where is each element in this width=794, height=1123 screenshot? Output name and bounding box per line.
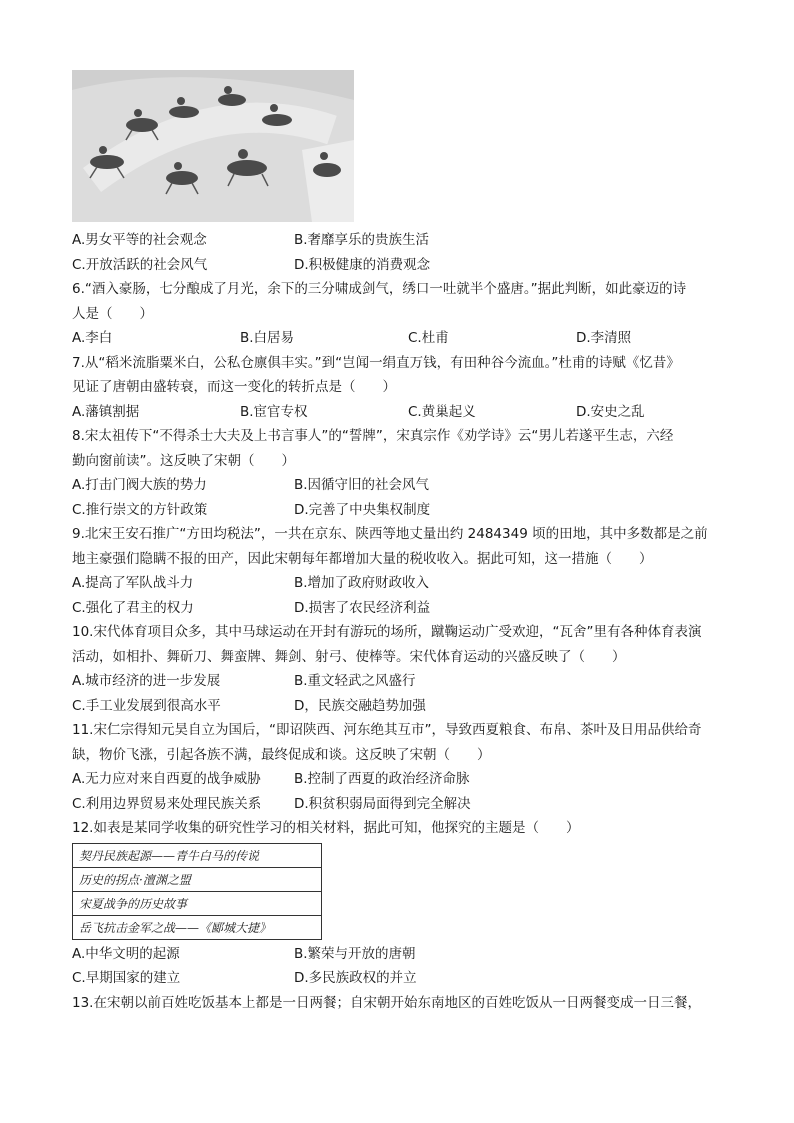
q10-stem-line1: 10.宋代体育项目众多，其中马球运动在开封有游玩的场所，蹴鞠运动广受欢迎，“瓦舍”里有各种体育表演: [72, 624, 702, 640]
q10-stem-line2: 活动，如相扑、舞斫刀、舞蛮牌、舞剑、射弓、使棒等。宋代体育运动的兴盛反映了（ ）: [72, 648, 626, 665]
q11-stem-line2: 缺，物价飞涨，引起各族不满，最终促成和谈。这反映了宋朝（ ）: [72, 746, 491, 763]
tang-polo-figurines-photo: [72, 70, 354, 222]
q5-option-b: B.奢靡享乐的贵族生活: [294, 232, 430, 248]
q11-options-row2: [72, 792, 732, 817]
q6-option-d: D.李清照: [576, 330, 632, 346]
table-cell: 宋夏战争的历史故事: [73, 891, 322, 915]
q7-option-b: B.宦官专权: [240, 403, 308, 420]
q6-option-a: A.李白: [72, 330, 113, 346]
table-row: [73, 915, 322, 939]
q6-stem-line2: 人是（ ）: [72, 305, 153, 322]
q5-options-row2: [72, 253, 732, 278]
table-row: [73, 843, 322, 867]
q8-options-row2: [72, 498, 732, 523]
q5-option-d: D.积极健康的消费观念: [294, 256, 431, 273]
q12-stem: 12.如表是某同学收集的研究性学习的相关材料，据此可知，他探究的主题是（ ）: [72, 820, 580, 836]
q8-option-a: A.打击门阀大族的势力: [72, 477, 207, 493]
q7-option-d: D.安史之乱: [576, 403, 645, 420]
table-cell: 历史的拐点·澶渊之盟: [73, 867, 322, 891]
table-cell: 岳飞抗击金军之战——《郾城大捷》: [73, 915, 322, 939]
q12-options-row2: [72, 966, 732, 991]
q8-option-d: D.完善了中央集权制度: [294, 501, 431, 518]
table-cell: 契丹民族起源——青牛白马的传说: [73, 843, 322, 867]
q5-option-c: C.开放活跃的社会风气: [72, 256, 208, 273]
q11-options-row1: [72, 767, 732, 792]
exam-page: [72, 70, 732, 1015]
q9-option-c: C.强化了君主的权力: [72, 599, 194, 616]
q10-option-c: C.手工业发展到很高水平: [72, 697, 221, 714]
table-row: [73, 867, 322, 891]
q9-option-a: A.提高了军队战斗力: [72, 575, 194, 591]
q7-option-a: A.藩镇割据: [72, 403, 140, 420]
q6-option-c: C.杜甫: [408, 330, 449, 346]
q11-option-a: A.无力应对来自西夏的战争威胁: [72, 771, 261, 787]
q10-option-b: B.重文轻武之风盛行: [294, 673, 416, 689]
q5-options-row1: [72, 228, 732, 253]
q12-option-c: C.早期国家的建立: [72, 970, 181, 986]
q9-options-row1: [72, 571, 732, 596]
q7-options: [72, 400, 732, 425]
q12-option-b: B.繁荣与开放的唐朝: [294, 945, 416, 962]
q10-option-a: A.城市经济的进一步发展: [72, 673, 221, 689]
q8-stem-line2: 勤向窗前读”。这反映了宋朝（ ）: [72, 452, 295, 469]
q10-options-row1: [72, 669, 732, 694]
q6-option-b: B.白居易: [240, 330, 295, 346]
q12-material-table: [72, 843, 322, 940]
q12-options-row1: [72, 942, 732, 967]
q5-option-a: A.男女平等的社会观念: [72, 232, 207, 248]
q10-option-d: D，民族交融趋势加强: [294, 697, 426, 714]
q10-options-row2: [72, 694, 732, 719]
q9-option-d: D.损害了农民经济利益: [294, 599, 431, 616]
q6-stem-line1: 6.“酒入豪肠，七分酿成了月光，余下的三分啸成剑气，绣口一吐就半个盛唐。”据此判断，如此豪迈的诗: [72, 281, 687, 297]
q11-option-b: B.控制了西夏的政治经济命脉: [294, 771, 470, 787]
q9-option-b: B.增加了政府财政收入: [294, 575, 430, 591]
q8-stem-line1: 8.宋太祖传下“不得杀士大夫及上书言事人”的“誓牌”，宋真宗作《劝学诗》云“男儿若遂平生志，六经: [72, 428, 674, 444]
q12-option-d: D.多民族政权的并立: [294, 970, 417, 986]
q6-options: [72, 326, 732, 351]
q9-stem-line1: 9.北宋王安石推广“方田均税法”，一共在京东、陕西等地丈量出约 2484349 顷的田地，其中多数都是之前: [72, 526, 708, 542]
q7-stem-line2: 见证了唐朝由盛转衰，而这一变化的转折点是（ ）: [72, 379, 396, 395]
q7-option-c: C.黄巢起义: [408, 403, 476, 420]
q11-stem-line1: 11.宋仁宗得知元昊自立为国后，“即诏陕西、河东绝其互市”，导致西夏粮食、布帛、茶叶及日用品供给奇: [72, 722, 702, 738]
q9-options-row2: [72, 596, 732, 621]
q8-options-row1: [72, 473, 732, 498]
q8-option-b: B.因循守旧的社会风气: [294, 477, 430, 493]
horse-riders-illustration: [72, 70, 354, 222]
q11-option-d: D.积贫积弱局面得到完全解决: [294, 795, 471, 812]
q13-stem-line1: 13.在宋朝以前百姓吃饭基本上都是一日两餐；自宋朝开始东南地区的百姓吃饭从一日两餐变成一日三餐，: [72, 994, 701, 1011]
q8-option-c: C.推行崇文的方针政策: [72, 501, 208, 518]
q12-option-a: A.中华文明的起源: [72, 945, 180, 962]
q7-stem-line1: 7.从“稻米流脂粟米白，公私仓廪俱丰实。”到“岂闻一绢直万钱，有田种谷今流血。”杜甫的诗赋《忆昔》: [72, 354, 680, 371]
table-row: [73, 891, 322, 915]
q11-option-c: C.利用边界贸易来处理民族关系: [72, 795, 262, 812]
q9-stem-line2: 地主豪强们隐瞒不报的田产，因此宋朝每年都增加大量的税收收入。据此可知，这一措施（ ）: [72, 550, 653, 567]
